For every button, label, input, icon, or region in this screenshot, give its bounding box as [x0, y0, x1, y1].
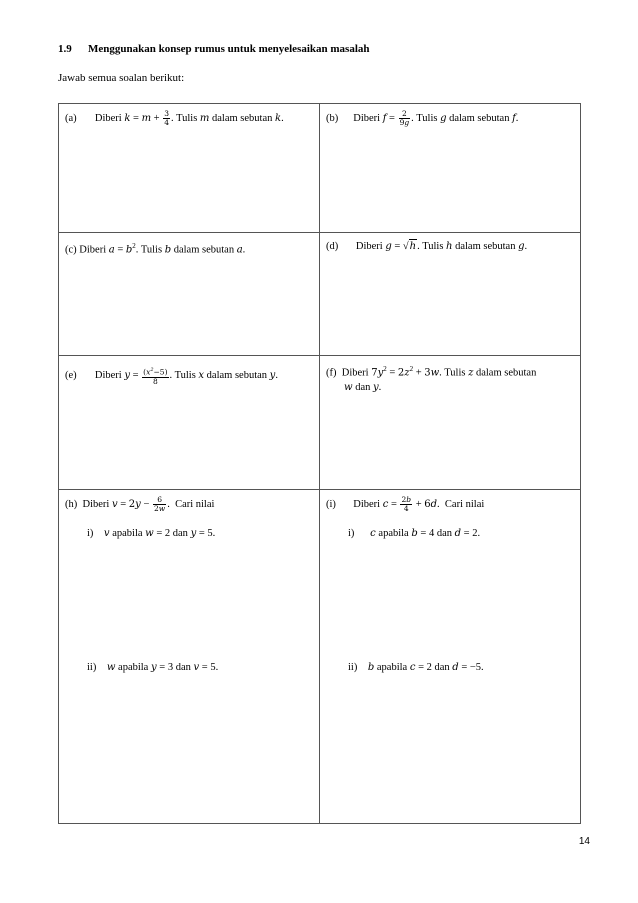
- section-heading: [58, 43, 370, 55]
- question-f[interactable]: (f) Diberi $7y^2 = 2z^2 + 3w$. Tulis z dalam sebutan w dan y.: [320, 356, 581, 490]
- question-label: (h): [65, 498, 78, 510]
- question-b[interactable]: (b) Diberi f = $\frac{2}{9g}$ . Tulis g dalam sebutan f.: [320, 104, 581, 233]
- instruction-text: Jawab semua soalan berikut:: [58, 72, 185, 84]
- question-e[interactable]: (e) Diberi y = $\frac{(x^2-5)}{8}$ . Tulis x dalam sebutan y.: [59, 356, 320, 490]
- question-label: (e): [65, 370, 77, 382]
- sub-question-h-ii: ii) w apabila y = 3 dan v = 5.: [87, 662, 219, 673]
- question-a[interactable]: (a) Diberi k = m + $\frac{3}{4}$ . Tulis m dalam sebutan k.: [59, 104, 320, 233]
- question-table: [58, 103, 581, 824]
- question-c[interactable]: (c) Diberi $a = b^2$. Tulis b dalam sebutan a.: [59, 233, 320, 356]
- question-h[interactable]: (h) Diberi v = 2y − $\frac{6}{2w}$ . Cari nilai i) v apabila w = 2 dan y = 5. ii) w apabila y = 3 dan v = 5.: [59, 490, 320, 824]
- question-i[interactable]: (i) Diberi c = $\frac{2b}{4}$ + 6d. Cari nilai i) c apabila b = 4 dan d = 2. ii) b apabila c = 2 dan d = −5.: [320, 490, 581, 824]
- page-number: 14: [578, 836, 590, 847]
- question-label: (d): [326, 241, 339, 252]
- question-label: (c): [65, 244, 77, 256]
- section-title: Menggunakan konsep rumus untuk menyelesaikan masalah: [88, 43, 370, 55]
- section-number: 1.9: [58, 43, 72, 55]
- question-label: (b): [326, 112, 339, 124]
- question-d[interactable]: (d) Diberi g = √h. Tulis h dalam sebutan g.: [320, 233, 581, 356]
- question-label: (i): [326, 498, 336, 510]
- sub-question-i-i: i) c apabila b = 4 dan d = 2.: [348, 528, 481, 539]
- sub-question-h-i: i) v apabila w = 2 dan y = 5.: [87, 528, 216, 539]
- sub-question-i-ii: ii) b apabila c = 2 dan d = −5.: [348, 662, 484, 673]
- question-label: (f): [326, 367, 337, 379]
- question-label: (a): [65, 112, 77, 124]
